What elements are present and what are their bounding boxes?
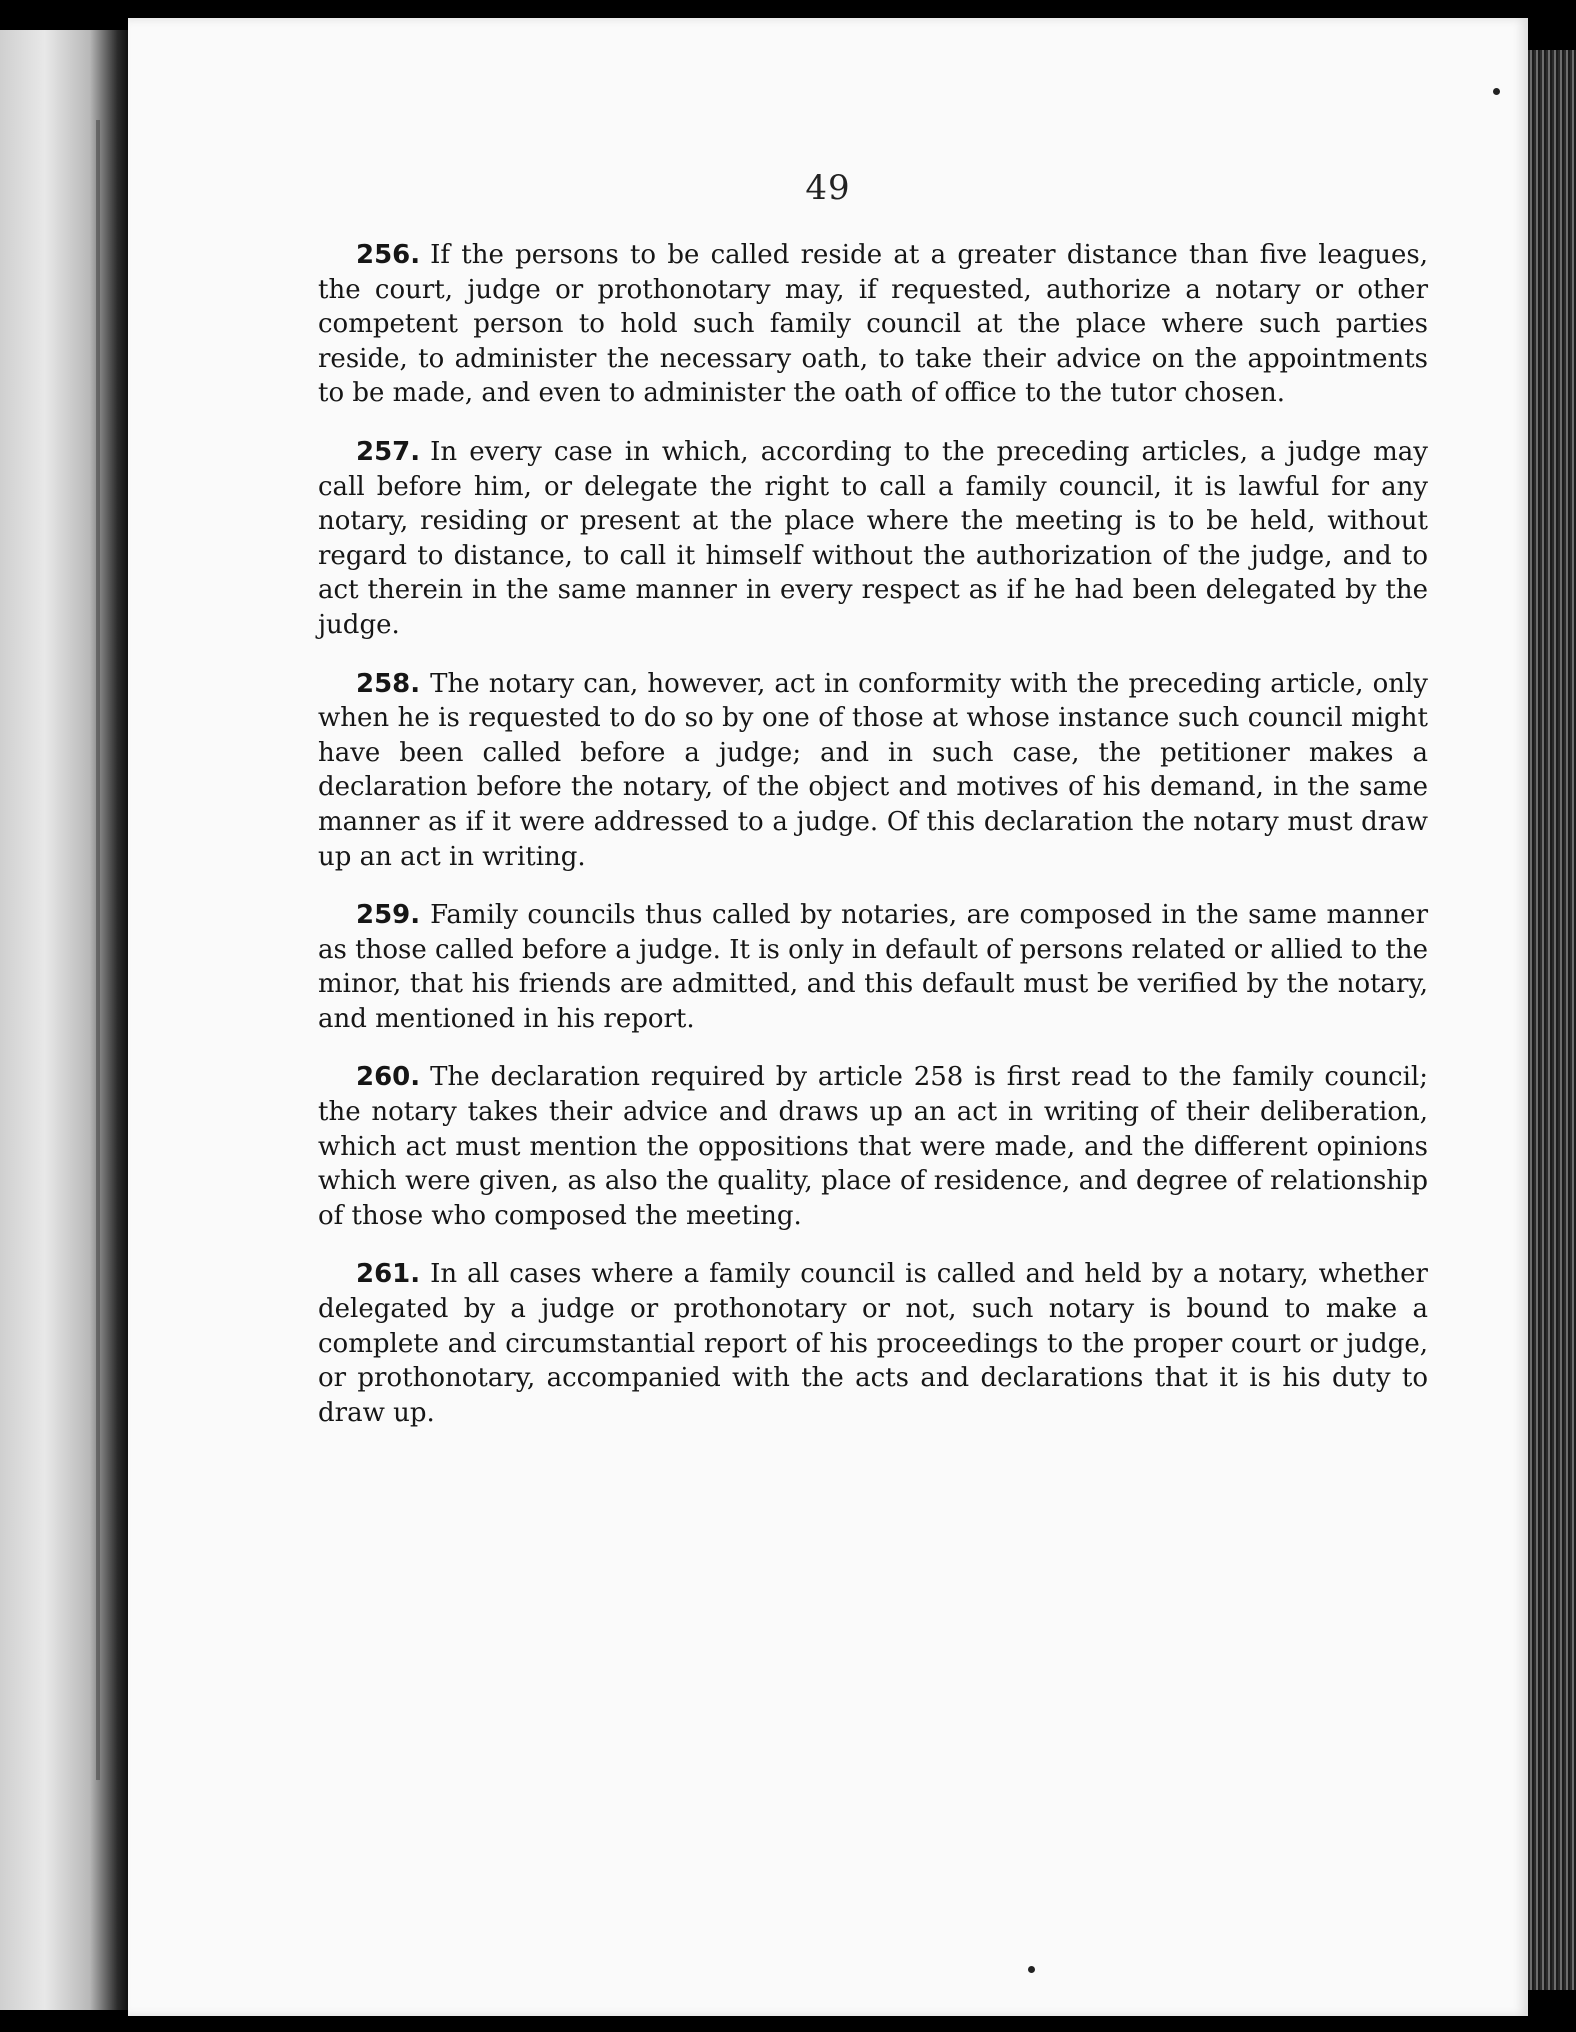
article-260 — [318, 1060, 1428, 1233]
facing-page-edge — [0, 30, 128, 2010]
binding-gutter — [96, 120, 100, 1780]
page-number: 49 — [805, 168, 851, 208]
article-text: In all cases where a family council is called and held by a notary, whether delegated by a judge or prothonotary or not, such notary is bound to make a complete and circumstantial report of his proceedings to the proper court or judge, or prothonotary, accompanied with the acts and declarations that it is his duty to draw up. — [318, 1259, 1428, 1428]
article-text: Family councils thus called by notaries, are composed in the same manner as those called before a judge. It is only in default of persons related or allied to the minor, that his friends are admitted, and this default must be verified by the notary, and mentioned in his report. — [318, 900, 1428, 1034]
page-body — [318, 238, 1428, 1454]
ink-speck — [1493, 88, 1500, 95]
article-number: 259. — [356, 900, 421, 931]
article-number: 257. — [356, 436, 421, 467]
page-edge-stack — [1528, 50, 1576, 1990]
article-text: If the persons to be called reside at a greater distance than five leagues, the court, judge or prothonotary may, if requested, authorize a notary or other competent person to hold such family council at the place where such parties reside, to administer the necessary oath, to take their advice on the appointments to be made, and even to administer the oath of office to the tutor chosen. — [318, 240, 1428, 409]
article-number: 258. — [356, 668, 421, 699]
article-259 — [318, 898, 1428, 1036]
ink-speck — [1028, 1966, 1035, 1973]
article-257 — [318, 435, 1428, 643]
article-258 — [318, 667, 1428, 875]
article-261 — [318, 1257, 1428, 1430]
book-page — [128, 18, 1528, 2016]
article-text: In every case in which, according to the preceding articles, a judge may call before him, or delegate the right to call a family council, it is lawful for any notary, residing or present at the place where the meeting is to be held, without regard to distance, to call it himself without the authorization of the judge, and to act therein in the same manner in every respect as if he had been delegated by the judge. — [318, 436, 1428, 640]
article-number: 260. — [356, 1062, 421, 1093]
article-number: 256. — [356, 240, 421, 270]
article-text: The notary can, however, act in conformity with the preceding article, only when he is requested to do so by one of those at whose instance such council might have been called before a judge; and in such case, the petitioner makes a declaration before the notary, of the object and motives of his demand, in the same manner as if it were addressed to a judge. Of this declaration the notary must draw up an act in writing. — [318, 668, 1428, 872]
article-number: 261. — [356, 1259, 421, 1290]
article-256 — [318, 238, 1428, 411]
article-text: The declaration required by article 258 is first read to the family council; the notary takes their advice and draws up an act in writing of their deliberation, which act must mention the oppositions that were made, and the different opinions which were given, as also the quality, place of residence, and degree of relationship of those who composed the meeting. — [318, 1062, 1428, 1231]
